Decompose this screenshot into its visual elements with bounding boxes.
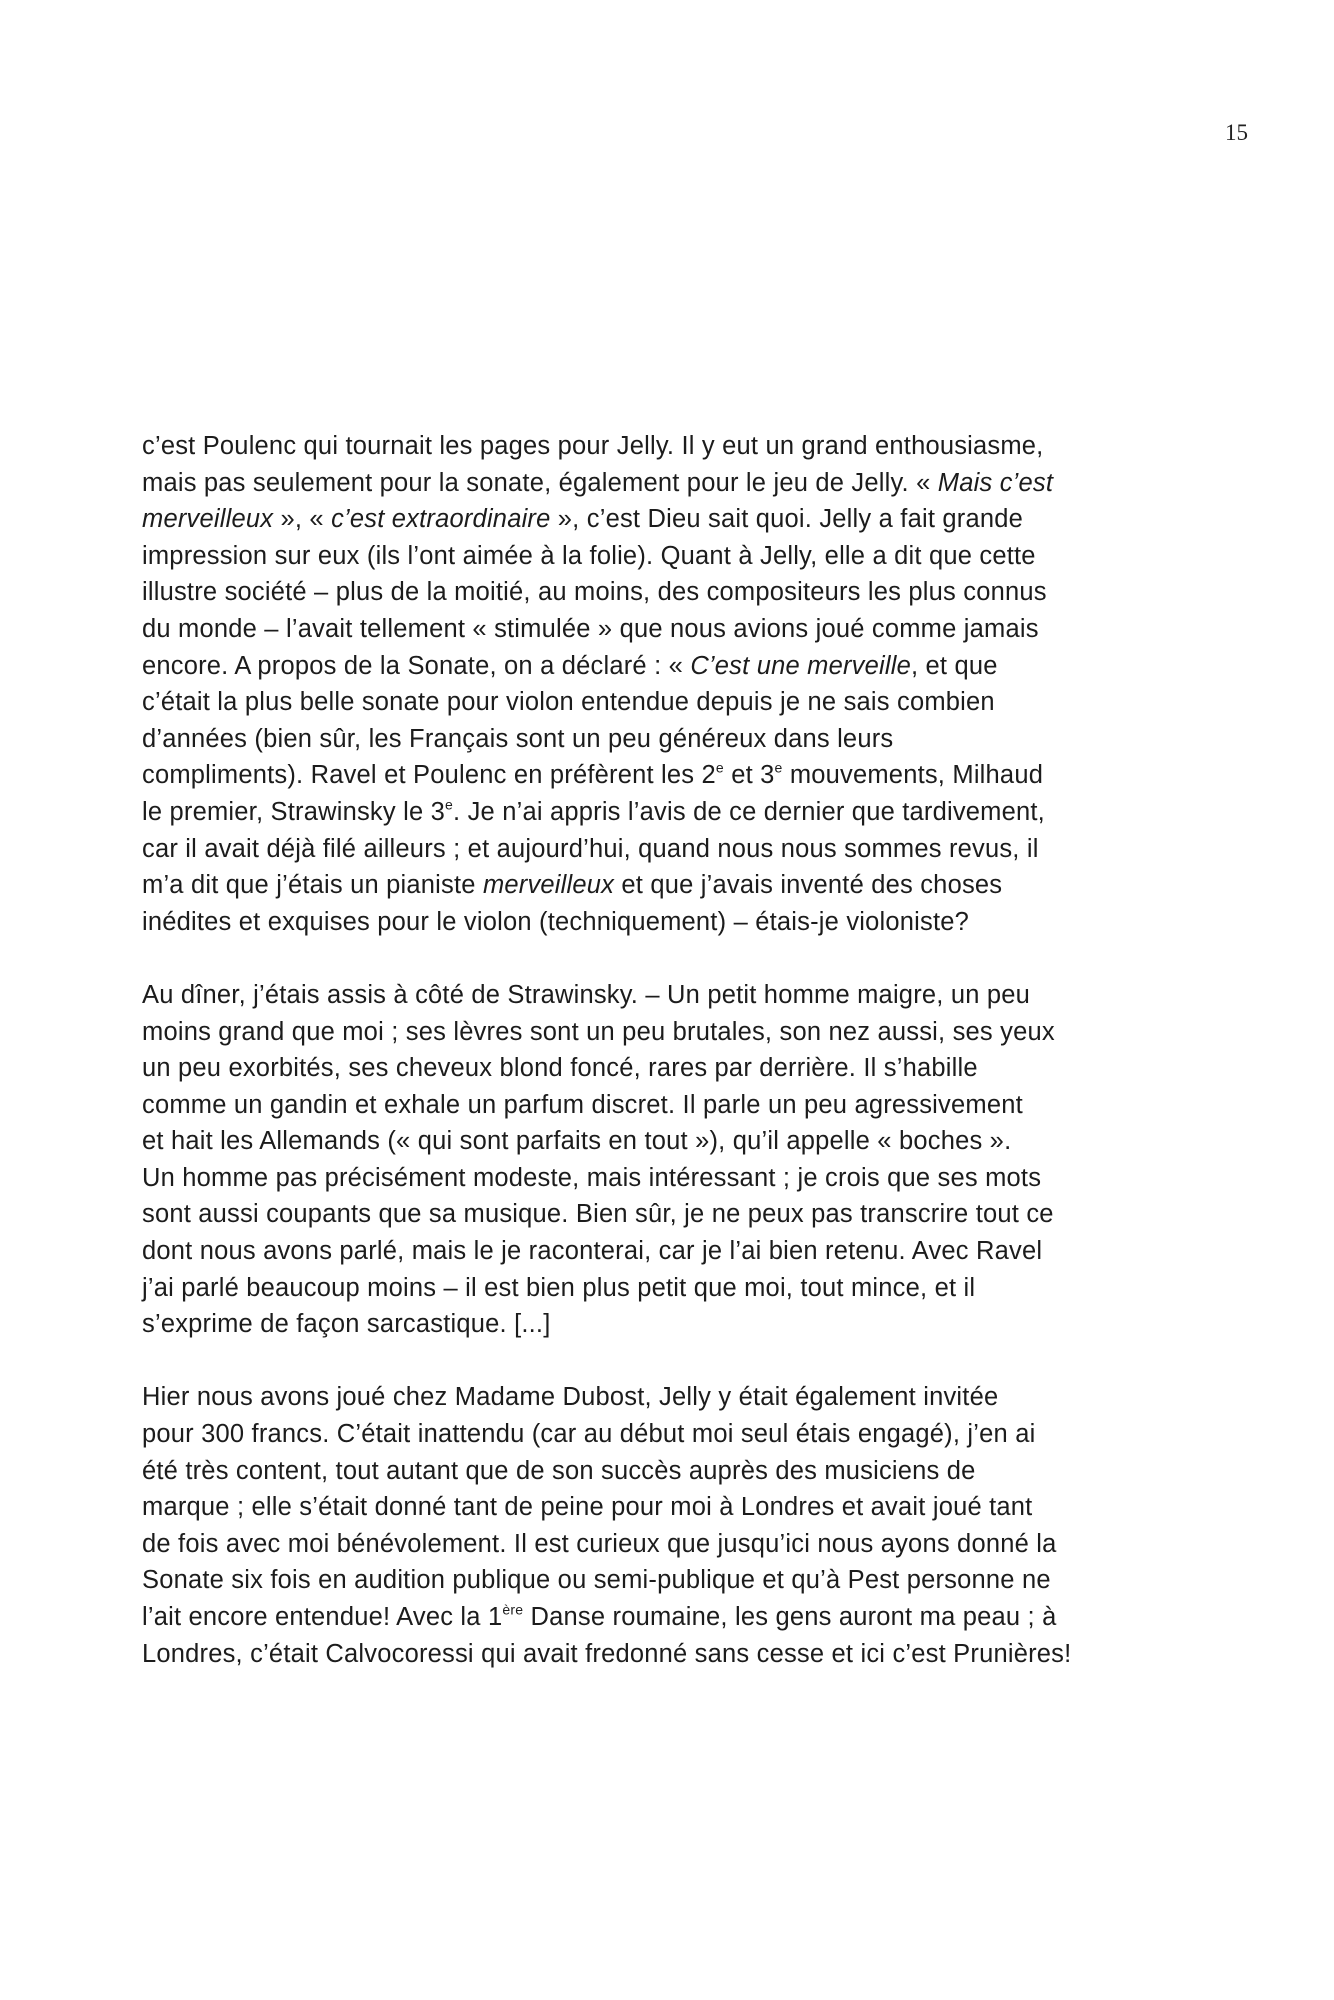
text-run: . Je n’ai appris l’avis de ce dernier que tardivement,	[453, 797, 1045, 826]
text-run: moins grand que moi ; ses lèvres sont un peu brutales, son nez aussi, ses yeux	[142, 1017, 1055, 1046]
superscript: e	[715, 759, 724, 776]
paragraph	[142, 1379, 1202, 1672]
text-line	[142, 1416, 1202, 1453]
text-line	[142, 1196, 1202, 1233]
text-line	[142, 611, 1202, 648]
text-run: le premier, Strawinsky le 3	[142, 797, 446, 826]
text-line	[142, 1562, 1202, 1599]
paragraph	[142, 428, 1202, 940]
text-line	[142, 831, 1202, 868]
text-run: Danse roumaine, les gens auront ma peau ; à	[523, 1603, 1057, 1631]
text-run: Au dîner, j’étais assis à côté de Strawinsky. – Un petit homme maigre, un peu	[142, 980, 1031, 1009]
text-run: j’ai parlé beaucoup moins – il est bien plus petit que moi, tout mince, et il	[142, 1273, 976, 1302]
text-run: été très content, tout autant que de son succès auprès des musiciens de	[142, 1456, 976, 1485]
text-line	[142, 428, 1202, 465]
text-run: encore. A propos de la Sonate, on a déclaré : «	[142, 651, 691, 680]
text-line	[142, 1014, 1202, 1051]
text-line	[142, 1379, 1202, 1416]
text-line	[142, 1489, 1202, 1526]
italic-text: c’est extraordinaire	[331, 505, 551, 534]
text-run: un peu exorbités, ses cheveux blond foncé, rares par derrière. Il s’habille	[142, 1054, 978, 1083]
text-line	[142, 1599, 1202, 1636]
body-text	[142, 428, 1202, 1672]
text-run: et que j’avais inventé des choses	[614, 871, 1003, 900]
text-line	[142, 1636, 1202, 1673]
text-line	[142, 684, 1202, 721]
italic-text: merveilleux	[142, 505, 274, 534]
text-run: Un homme pas précisément modeste, mais intéressant ; je crois que ses mots	[142, 1163, 1042, 1192]
text-run: et hait les Allemands (« qui sont parfaits en tout »), qu’il appelle « boches ».	[142, 1127, 1012, 1156]
text-run: comme un gandin et exhale un parfum discret. Il parle un peu agressivement	[142, 1090, 1023, 1119]
page-number: 15	[1225, 120, 1248, 145]
paragraph	[142, 977, 1202, 1343]
text-run: Hier nous avons joué chez Madame Dubost, Jelly y était également invitée	[142, 1383, 999, 1412]
text-line	[142, 904, 1202, 941]
text-line	[142, 1233, 1202, 1270]
text-run: marque ; elle s’était donné tant de peine pour moi à Londres et avait joué tant	[142, 1493, 1033, 1522]
text-run: Sonate six fois en audition publique ou semi-publique et qu’à Pest personne ne	[142, 1566, 1051, 1595]
text-run: compliments). Ravel et Poulenc en préfèrent les 2	[142, 761, 716, 790]
text-line	[142, 977, 1202, 1014]
text-run: c’est Poulenc qui tournait les pages pour Jelly. Il y eut un grand enthousiasme,	[142, 432, 1044, 460]
text-line	[142, 1526, 1202, 1563]
text-run: mouvements, Milhaud	[782, 761, 1044, 790]
italic-text: C’est une merveille	[690, 651, 911, 680]
italic-text: Mais c’est	[937, 468, 1054, 497]
text-run: et 3	[723, 761, 775, 790]
text-run: sont aussi coupants que sa musique. Bien sûr, je ne peux pas transcrire tout ce	[142, 1200, 1054, 1229]
text-line	[142, 1050, 1202, 1087]
text-run: illustre société – plus de la moitié, au moins, des compositeurs les plus connus	[142, 578, 1047, 607]
superscript: e	[445, 796, 454, 813]
text-line	[142, 1453, 1202, 1490]
text-run: s’exprime de façon sarcastique. [...]	[142, 1310, 551, 1339]
text-line	[142, 1123, 1202, 1160]
text-line	[142, 1087, 1202, 1124]
text-line	[142, 1160, 1202, 1197]
paragraph-gap	[142, 1343, 1202, 1380]
text-line	[142, 1270, 1202, 1307]
superscript: e	[774, 759, 783, 776]
text-run: car il avait déjà filé ailleurs ; et aujourd’hui, quand nous nous sommes revus, il	[142, 834, 1039, 863]
text-run: inédites et exquises pour le violon (techniquement) – étais-je violoniste?	[142, 907, 970, 936]
text-run: du monde – l’avait tellement « stimulée » que nous avions joué comme jamais	[142, 614, 1039, 643]
text-line	[142, 867, 1202, 904]
paragraph-gap	[142, 940, 1202, 977]
text-line	[142, 574, 1202, 611]
text-line	[142, 757, 1202, 794]
text-run: c’était la plus belle sonate pour violon entendue depuis je ne sais combien	[142, 688, 995, 717]
italic-text: merveilleux	[482, 871, 615, 900]
text-run: dont nous avons parlé, mais le je raconterai, car je l’ai bien retenu. Avec Ravel	[142, 1237, 1043, 1266]
text-run: », «	[273, 505, 332, 534]
text-run: mais pas seulement pour la sonate, également pour le jeu de Jelly. «	[142, 468, 938, 497]
text-run: l’ait encore entendue! Avec la 1	[142, 1603, 503, 1631]
text-line	[142, 648, 1202, 685]
text-run: de fois avec moi bénévolement. Il est curieux que jusqu’ici nous ayons donné la	[142, 1529, 1057, 1558]
text-line	[142, 721, 1202, 758]
text-line	[142, 465, 1202, 502]
text-run: Londres, c’était Calvocoressi qui avait fredonné sans cesse et ici c’est Prunières!	[142, 1639, 1072, 1668]
text-line	[142, 538, 1202, 575]
text-line	[142, 1306, 1202, 1343]
text-run: , et que	[910, 651, 998, 680]
text-line	[142, 501, 1202, 538]
text-run: pour 300 francs. C’était inattendu (car au début moi seul étais engagé), j’en ai	[142, 1420, 1036, 1449]
text-run: m’a dit que j’étais un pianiste	[142, 871, 483, 900]
text-line	[142, 794, 1202, 831]
superscript: ère	[502, 1601, 524, 1618]
text-run: », c’est Dieu sait quoi. Jelly a fait grande	[550, 505, 1024, 534]
text-run: d’années (bien sûr, les Français sont un peu généreux dans leurs	[142, 724, 894, 753]
text-run: impression sur eux (ils l’ont aimée à la folie). Quant à Jelly, elle a dit que cette	[142, 541, 1036, 570]
